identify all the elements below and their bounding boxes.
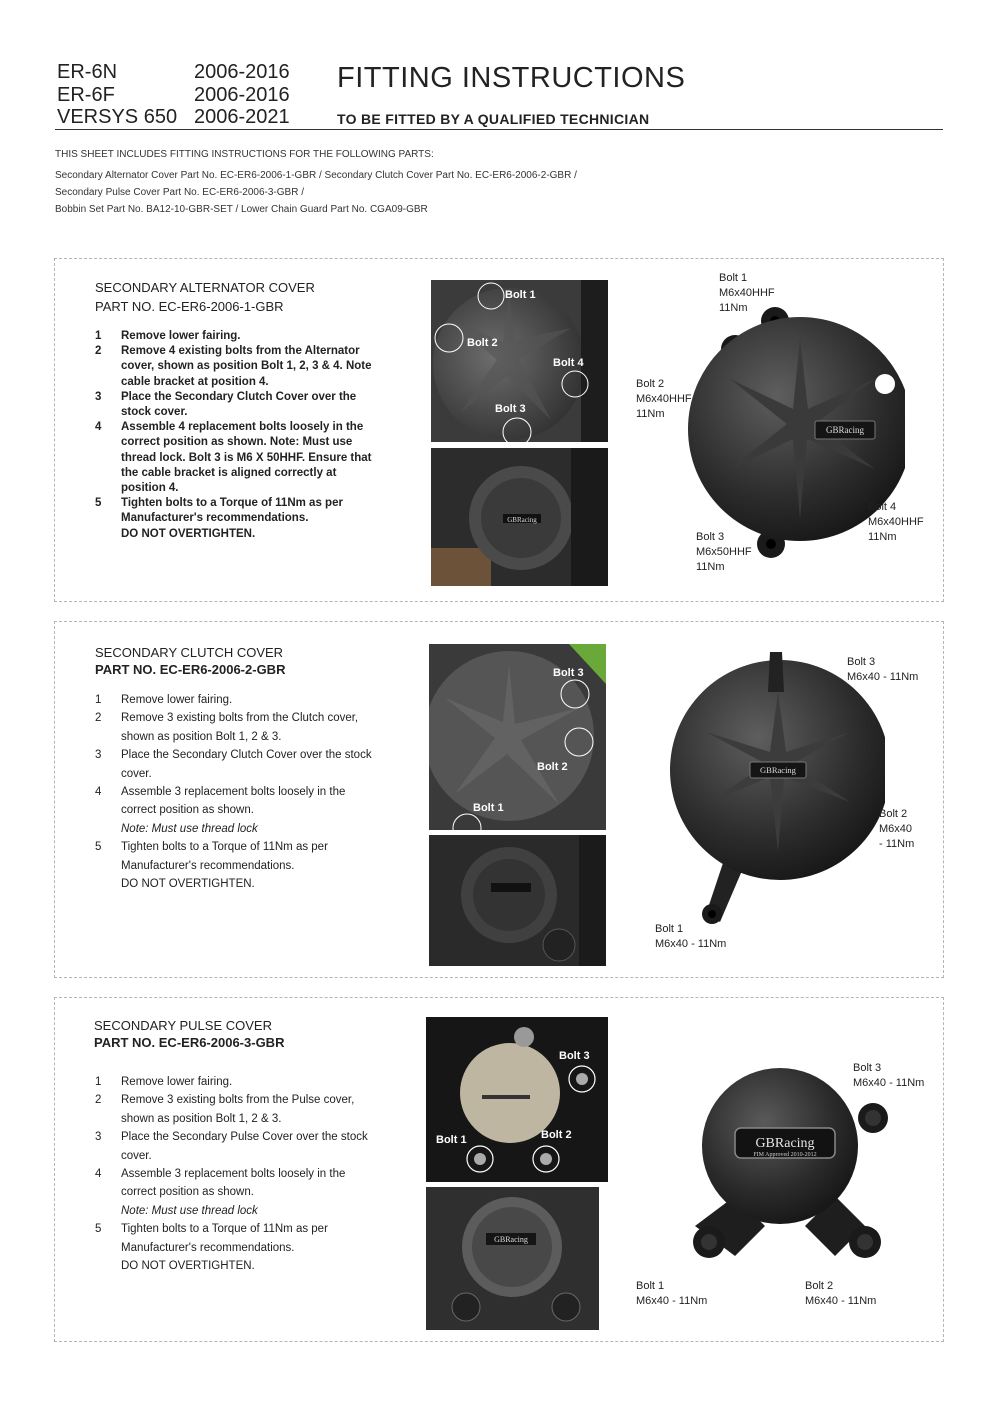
step-number: 5 [95,841,102,854]
step-text: Remove 4 existing bolts from the Alternator cover, shown as position Bolt 1, 2, 3 & 4. Note cable bracket at position 4. [121,345,372,388]
model-row [57,84,290,107]
section-part-number: PART NO. EC-ER6-2006-2-GBR [95,662,286,677]
model-years: 2006-2016 [194,61,290,83]
install-photo-fitted [426,1187,599,1330]
warning-text: DO NOT OVERTIGHTEN. [121,527,256,540]
step-item [95,1165,381,1220]
install-photo-fitted [429,835,606,966]
intro-line: Bobbin Set Part No. BA12-10-GBR-SET / Lower Chain Guard Part No. CGA09-GBR [55,204,428,215]
photo-label: Bolt 4 [553,357,584,369]
step-text: Remove lower fairing. [121,694,233,706]
step-item [95,1128,381,1165]
intro-lead: THIS SHEET INCLUDES FITTING INSTRUCTIONS FOR THE FOLLOWING PARTS: [55,149,434,160]
photo-label: Bolt 1 [473,802,504,814]
install-photo-closeup [429,644,606,830]
step-number: 3 [95,1131,102,1144]
step-note: Note: Must use thread lock [121,822,258,835]
install-photo-fitted [431,448,608,586]
page-subtitle: TO BE FITTED BY A QUALIFIED TECHNICIAN [337,111,650,127]
model-row [57,61,290,84]
model-name: ER-6F [57,83,115,106]
step-item [95,390,381,420]
bolt-label: Bolt 2 M6x40HHF 11Nm [636,378,692,420]
step-text: Tighten bolts to a Torque of 11Nm as per Manufacturer's recommendations. [121,497,343,525]
step-text: Place the Secondary Pulse Cover over the stock cover. [121,1131,368,1162]
step-item [95,496,381,542]
step-list [95,1073,381,1275]
photo-label: Bolt 3 [559,1050,590,1062]
step-text: Remove 3 existing bolts from the Pulse cover, shown as position Bolt 1, 2 & 3. [121,1094,355,1125]
step-number: 1 [95,694,102,706]
step-number: 2 [95,1094,102,1107]
model-years: 2006-2016 [194,83,290,106]
section-title: SECONDARY CLUTCH COVER [95,645,284,660]
photo-label: Bolt 2 [541,1129,572,1141]
step-list [95,691,381,893]
intro-line: Secondary Alternator Cover Part No. EC-ER6-2006-1-GBR / Secondary Clutch Cover Part No. EC-ER6-2006-2-GBR / [55,170,577,181]
step-text: Assemble 3 replacement bolts loosely in the correct position as shown. [121,1168,346,1199]
step-number: 3 [95,390,102,403]
step-number: 1 [95,330,102,342]
intro-block [55,146,577,218]
bolt-label: Bolt 2 M6x40 - 11Nm [805,1280,877,1307]
page-title: FITTING INSTRUCTIONS [337,62,686,94]
model-row [57,106,290,129]
step-number: 4 [95,1168,102,1181]
step-text: Tighten bolts to a Torque of 11Nm as per Manufacturer's recommendations. [121,841,328,872]
step-text: Remove lower fairing. [121,330,241,342]
step-item [95,691,381,709]
brand-text: GBRacing [755,1136,815,1151]
clutch-cover-render [670,652,885,932]
photo-label: Bolt 1 [505,289,536,301]
photo-label: Bolt 1 [436,1134,467,1146]
install-photo-closeup [426,1017,608,1182]
bolt-label: Bolt 1 M6x40 - 11Nm [655,923,727,950]
step-item [95,329,381,344]
bolt-label: Bolt 1 M6x40HHF 11Nm [719,272,775,314]
step-text: Tighten bolts to a Torque of 11Nm as per Manufacturer's recommendations. [121,1223,328,1254]
step-item [95,420,381,496]
section-alternator-cover [54,258,944,602]
section-part-number: PART NO. EC-ER6-2006-1-GBR [95,299,284,314]
step-number: 3 [95,749,102,762]
step-number: 2 [95,712,102,725]
brand-tagline: FIM Approved 2010-2012 [753,1152,817,1158]
step-item [95,1073,381,1091]
section-title: SECONDARY PULSE COVER [94,1018,272,1033]
model-name: VERSYS 650 [57,106,178,128]
step-item [95,1091,381,1128]
section-part-number: PART NO. EC-ER6-2006-3-GBR [94,1035,285,1050]
step-text: Remove 3 existing bolts from the Clutch cover, shown as position Bolt 1, 2 & 3. [121,712,359,743]
brand-text: GBRacing [494,1235,528,1244]
bolt-label: Bolt 1 M6x40 - 11Nm [636,1280,708,1307]
step-number: 5 [95,497,102,510]
bolt-label: Bolt 2 M6x40 - 11Nm [879,808,915,850]
bolt-label: Bolt 3 M6x40 - 11Nm [853,1062,925,1089]
step-number: 4 [95,786,102,799]
section-clutch-cover [54,621,944,978]
step-note: Note: Must use thread lock [121,1204,258,1217]
photo-label: Bolt 2 [467,337,498,349]
step-text: Place the Secondary Clutch Cover over the stock cover. [121,749,372,780]
step-item [95,783,381,838]
brand-text: GBRacing [826,425,864,435]
model-years: 2006-2021 [194,106,290,128]
step-item [95,709,381,746]
step-item [95,344,381,390]
step-number: 2 [95,345,102,358]
brand-text: GBRacing [760,765,796,775]
photo-label: Bolt 3 [553,667,584,679]
warning-text: DO NOT OVERTIGHTEN. [121,878,255,891]
model-list [57,61,290,129]
install-photo-closeup [431,280,608,442]
bolt-label: Bolt 4 M6x40HHF 11Nm [868,501,924,543]
model-name: ER-6N [57,61,118,83]
section-title: SECONDARY ALTERNATOR COVER [95,280,315,295]
step-item [95,746,381,783]
step-number: 1 [95,1076,102,1088]
step-text: Place the Secondary Clutch Cover over the stock cover. [121,390,357,419]
bolt-label: Bolt 3 M6x40 - 11Nm [847,656,919,683]
step-text: Remove lower fairing. [121,1076,233,1088]
intro-line: Secondary Pulse Cover Part No. EC-ER6-2006-3-GBR / [55,187,304,198]
step-text: Assemble 4 replacement bolts loosely in the correct position as shown. Note: Must use thread lock. Bolt 3 is M6 X 50HHF. Ensure that the cable bracket is aligned correctly at position 4. [121,421,372,495]
header-divider [55,129,943,130]
warning-text: DO NOT OVERTIGHTEN. [121,1260,255,1273]
photo-label: Bolt 2 [537,761,568,773]
step-item [95,1220,381,1275]
bolt-label: Bolt 3 M6x50HHF 11Nm [696,531,752,573]
step-text: Assemble 3 replacement bolts loosely in the correct position as shown. [121,786,346,817]
step-list [95,329,381,542]
brand-text: GBRacing [507,516,537,524]
step-number: 5 [95,1223,102,1236]
photo-label: Bolt 3 [495,403,526,415]
step-item [95,838,381,893]
section-pulse-cover [54,997,944,1342]
step-number: 4 [95,421,102,434]
